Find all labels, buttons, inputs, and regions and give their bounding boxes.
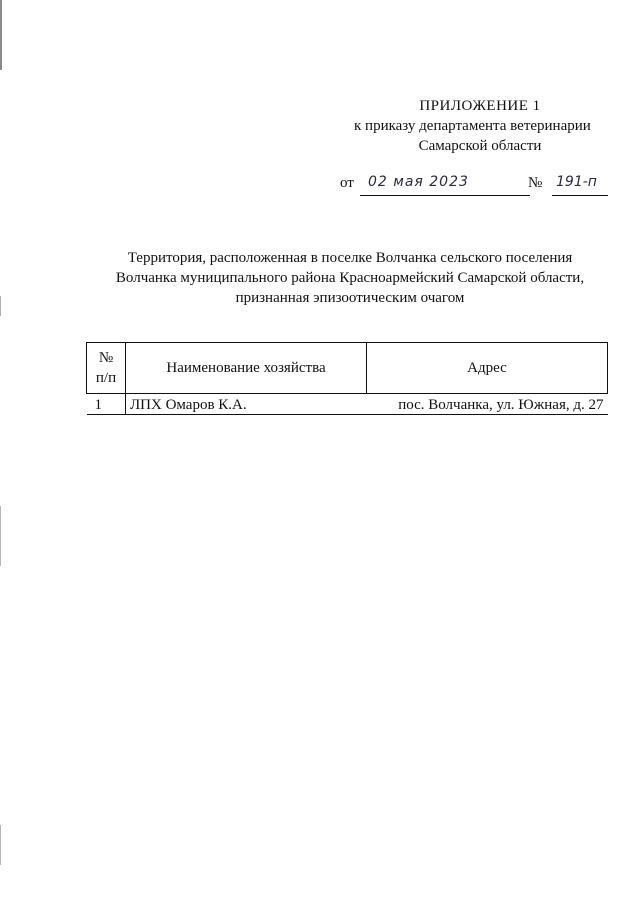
header-number [87,343,126,394]
households-table [86,342,608,415]
appendix-title: ПРИЛОЖЕНИЕ 1 [419,98,541,114]
order-date-field [360,175,530,196]
order-reference-line [340,175,620,199]
header-number-sign: № [98,350,114,366]
header-number-pp: п/п [95,370,117,386]
cell-number: 1 [87,394,126,415]
header-address: Адрес [367,343,608,394]
order-number-field [552,175,608,196]
header-name: Наименование хозяйства [126,343,367,394]
scan-artifact [0,0,2,70]
document-heading [80,248,620,308]
heading-line: Территория, расположенная в поселке Волчанка сельского поселения [127,250,573,266]
order-number: 191-п [556,174,597,190]
heading-line: признанная эпизоотическим очагом [235,290,465,306]
cell-address: пос. Волчанка, ул. Южная, д. 27 [367,394,608,415]
scan-artifact [0,825,1,865]
cell-household-name: ЛПХ Омаров К.А. [126,394,367,415]
order-from-label: от [340,175,354,191]
appendix-block [330,96,630,156]
appendix-region: Самарской области [418,138,542,154]
table-row [87,394,608,415]
appendix-order-ref: к приказу департамента ветеринарии [354,118,591,134]
table-header-row [87,343,608,394]
order-number-label: № [528,175,543,191]
scan-artifact [0,506,1,566]
order-date: 02 мая 2023 [368,174,469,190]
scan-artifact [0,296,1,316]
heading-line: Волчанка муниципального района Красноармейский Самарской области, [115,270,585,286]
